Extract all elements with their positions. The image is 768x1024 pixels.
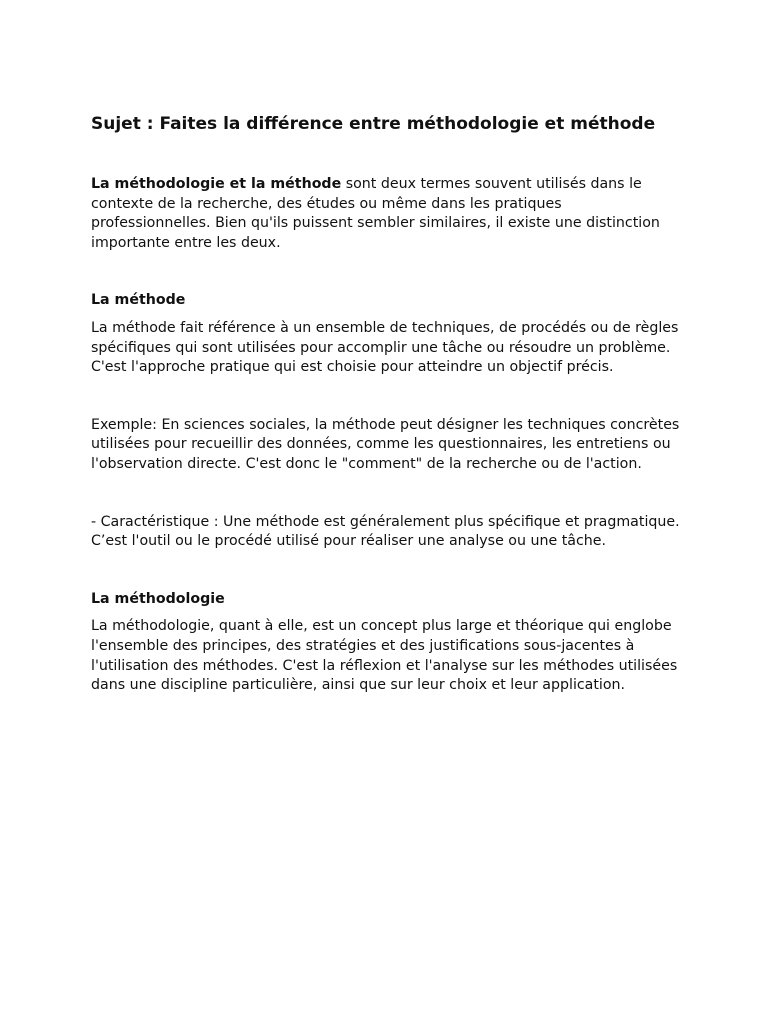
methodologie-paragraph: La méthodologie, quant à elle, est un concept plus large et théorique qui englobe l'ensemble des principes, des stratégies et des justifications sous-jacentes à l'utilisation des méthodes. C'est la réflexion et l'analyse sur les méthodes utilisées dans une discipline particulière, ainsi que sur leur choix et leur application. xyxy=(91,618,678,694)
intro-paragraph xyxy=(91,175,681,253)
heading-methodologie: La méthodologie xyxy=(91,590,225,607)
document-title: Sujet : Faites la différence entre méthodologie et méthode xyxy=(91,114,656,134)
document-body xyxy=(91,113,681,696)
intro-bold-lead: La méthodologie et la méthode xyxy=(91,176,342,192)
methode-characteristic: - Caractéristique : Une méthode est généralement plus spécifique et pragmatique. C’est l'outil ou le procédé utilisé pour réaliser une analyse ou une tâche. xyxy=(91,513,680,550)
intro-text: sont deux termes souvent utilisés dans le contexte de la recherche, des études ou même dans les pratiques professionnelles. Bien qu'ils puissent sembler similaires, il existe une distinction importante entre les deux. xyxy=(91,176,660,251)
methode-example: Exemple: En sciences sociales, la méthode peut désigner les techniques concrètes utilisées pour recueillir des données, comme les questionnaires, les entretiens ou l'observation directe. C'est donc le "comment" de la recherche ou de l'action. xyxy=(91,416,680,472)
heading-methode: La méthode xyxy=(91,292,186,309)
methode-paragraph: La méthode fait référence à un ensemble de techniques, de procédés ou de règles spécifiques qui sont utilisées pour accomplir une tâche ou résoudre un problème. C'est l'approche pratique qui est choisie pour atteindre un objectif précis. xyxy=(91,319,679,376)
